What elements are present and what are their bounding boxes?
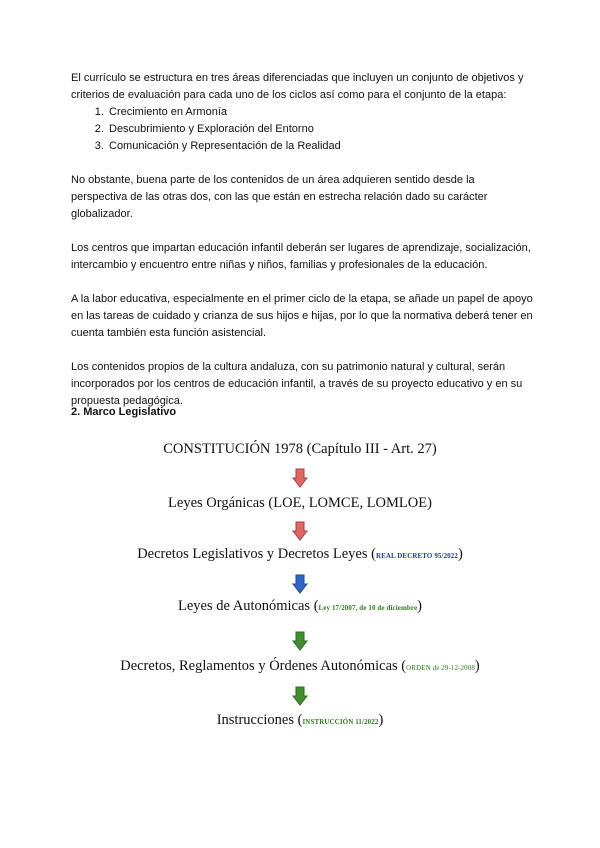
- diagram-node-decretos-legislativos: Decretos Legislativos y Decretos Leyes (REAL DECRETO 95/2022): [137, 546, 463, 562]
- node-reference: Ley 17/2007, de 10 de diciembre: [318, 604, 418, 612]
- down-arrow-icon: [292, 631, 308, 651]
- down-arrow-icon: [292, 468, 308, 488]
- node-label: Leyes Orgánicas (LOE, LOMCE, LOMLOE): [168, 495, 432, 511]
- body-text: [71, 70, 533, 410]
- node-reference: REAL DECRETO 95/2022: [375, 552, 458, 560]
- arrow-shape: [293, 522, 307, 540]
- arrow-shape: [293, 687, 307, 705]
- arrow-shape: [293, 575, 307, 593]
- down-arrow-icon: [292, 521, 308, 541]
- diagram-node-leyes-organicas: [0, 494, 600, 512]
- diagram-node-instrucciones: Instrucciones (INSTRUCCIÓN 11/2022): [216, 712, 384, 728]
- down-arrow-icon: [292, 686, 308, 706]
- list-item: 3. Comunicación y Representación de la Realidad: [107, 138, 533, 155]
- node-reference: ORDEN de 29-12-2008: [406, 664, 475, 672]
- intro-paragraph: El currículo se estructura en tres áreas diferenciadas que incluyen un conjunto de objetivos y criterios de evaluación para cada uno de los ciclos así como para el conjunto de la etapa:: [71, 72, 524, 101]
- areas-list: [71, 104, 533, 155]
- section-heading: 2. Marco Legislativo: [71, 406, 177, 418]
- node-label: Instrucciones: [216, 712, 294, 728]
- list-item: 2. Descubrimiento y Exploración del Entorno: [107, 121, 533, 138]
- node-label: Decretos, Reglamentos y Órdenes Autonómicas: [120, 658, 398, 674]
- node-label: Decretos Legislativos y Decretos Leyes: [137, 546, 368, 562]
- paragraph: Los centros que impartan educación infantil deberán ser lugares de aprendizaje, socialización, intercambio y encuentro entre niñas y niños, familias y profesionales de la educación.: [71, 242, 531, 271]
- arrow-shape: [293, 469, 307, 487]
- paragraph: Los contenidos propios de la cultura andaluza, con su patrimonio natural y cultural, serán incorporados por los centros de educación infantil, a través de su proyecto educativo y en su propuesta pedagógica.: [71, 361, 523, 407]
- arrow-shape: [293, 632, 307, 650]
- list-item: 1. Crecimiento en Armonía: [107, 104, 533, 121]
- paragraph: No obstante, buena parte de los contenidos de un área adquieren sentido desde la perspectiva de las otras dos, con las que están en estrecha relación dado su carácter globalizador.: [71, 174, 488, 220]
- node-label: CONSTITUCIÓN 1978 (Capítulo III - Art. 27): [163, 441, 437, 457]
- node-reference: INSTRUCCIÓN 11/2022: [302, 718, 379, 726]
- node-label: Leyes de Autonómicas: [177, 598, 311, 614]
- down-arrow-icon: [292, 574, 308, 594]
- legislative-hierarchy-diagram: [0, 436, 600, 731]
- diagram-node-leyes-autonomicas: Leyes de Autonómicas (Ley 17/2007, de 10 de diciembre): [177, 598, 423, 614]
- diagram-node-decretos-autonomicos: Decretos, Reglamentos y Órdenes Autonómicas (ORDEN de 29-12-2008): [120, 658, 480, 674]
- paragraph: A la labor educativa, especialmente en el primer ciclo de la etapa, se añade un papel de apoyo en las tareas de cuidado y crianza de sus hijos e hijas, por lo que la normativa deberá tener en cuenta también esta función asistencial.: [71, 293, 533, 339]
- diagram-node-constitution: [0, 440, 600, 458]
